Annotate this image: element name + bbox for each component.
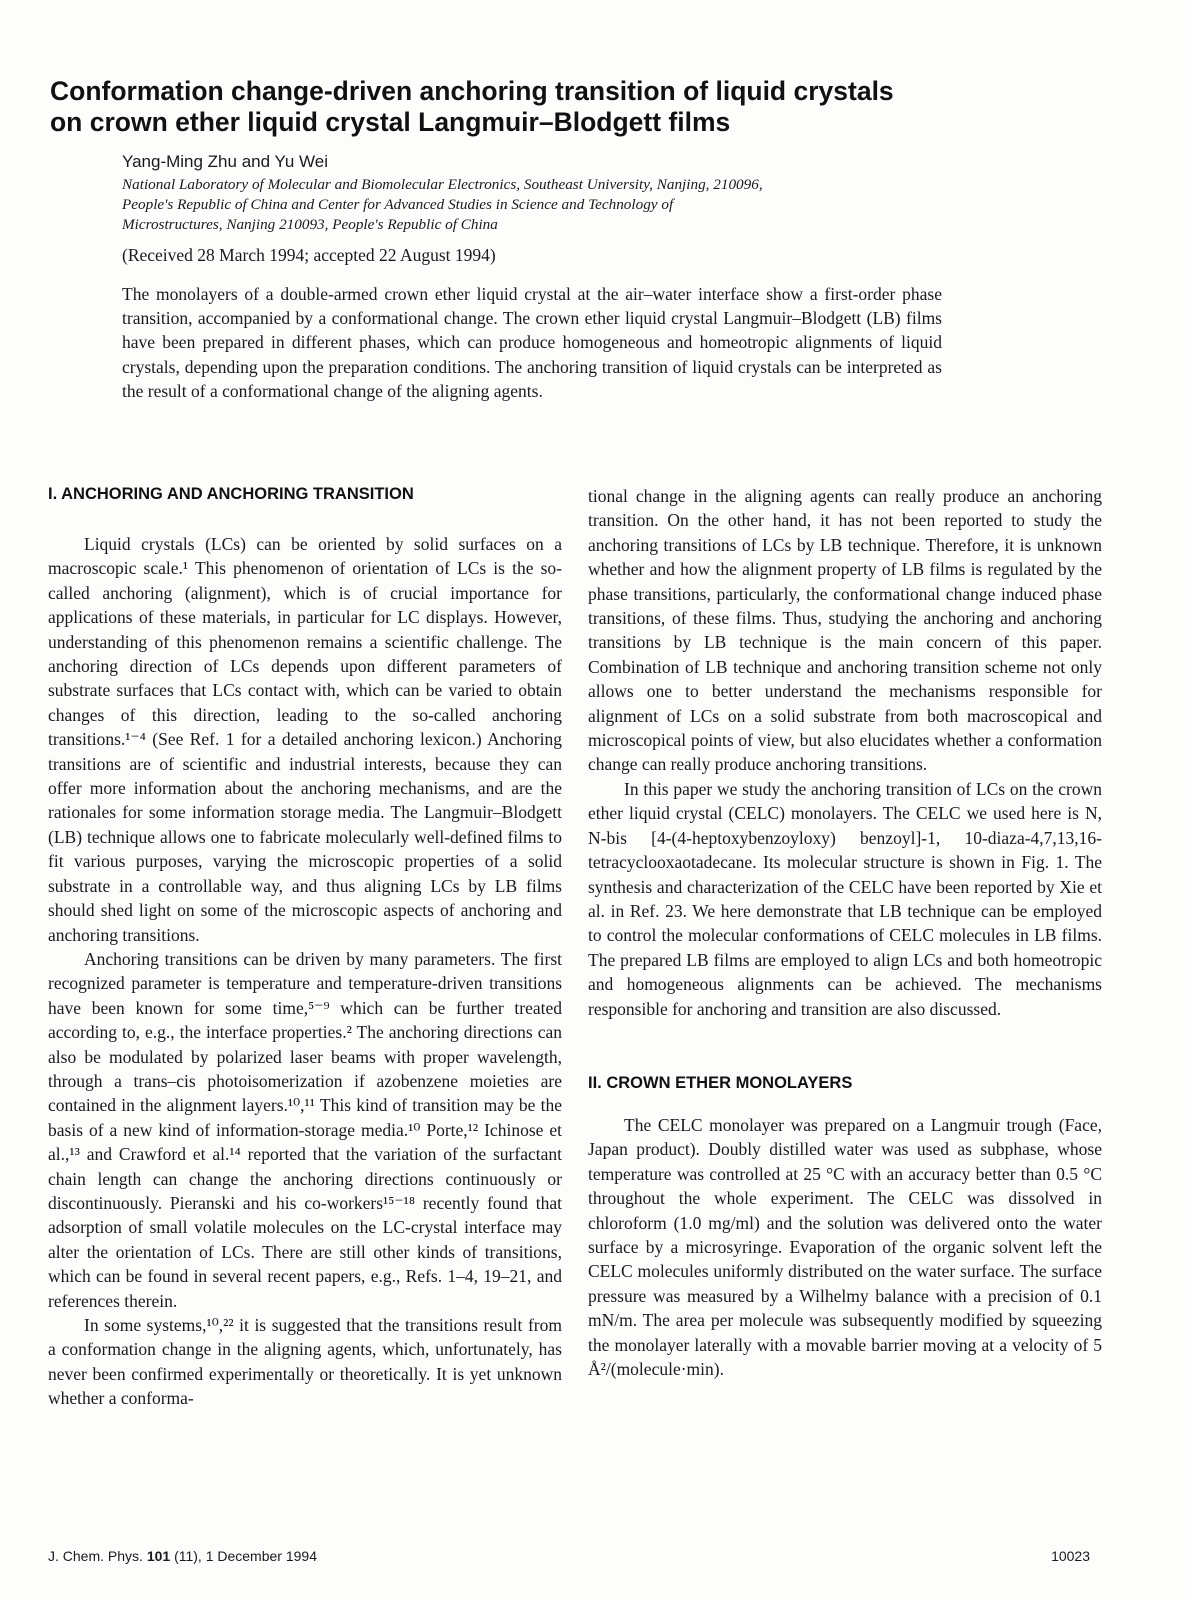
section-1-paragraph-3-continued: tional change in the aligning agents can really produce an anchoring transition. On the other hand, it has not been reported to study the anchoring transitions of LCs by LB technique. Therefore, it is unknown whether and how the alignment property of LB films is regulated by the phase transitions, particularly, the conformational change induced phase transitions, of these films. Thus, studying the anchoring and anchoring transitions by LB technique is the main concern of this paper. Combination of LB technique and anchoring transition scheme not only allows one to better understand the mechanisms responsible for alignment of LCs on a solid substrate from both macroscopical and microscopical points of view, but also elucidates whether a conformation change can really produce anchoring transitions.: [588, 486, 1102, 775]
title-line-1: Conformation change-driven anchoring transition of liquid crystals: [50, 76, 894, 106]
affiliation-line-3: Microstructures, Nanjing 210093, People's Republic of China: [122, 216, 498, 233]
left-column: [48, 484, 562, 1411]
affiliation-line-1: National Laboratory of Molecular and Biomolecular Electronics, Southeast University, Nanjing, 210096,: [122, 176, 763, 193]
affiliation: [122, 175, 982, 235]
page-number: 10023: [1051, 1548, 1090, 1564]
section-2-paragraph-1: The CELC monolayer was prepared on a Langmuir trough (Face, Japan product). Doubly distilled water was used as subphase, whose temperature was controlled at 25 °C with an accuracy better than 0.5 °C throughout the whole experiment. The CELC was dissolved in chloroform (1.0 mg/ml) and the solution was delivered onto the water surface by a microsyringe. Evaporation of the organic solvent left the CELC molecules uniformly distributed on the water surface. The surface pressure was measured by a Wilhelmy balance with a precision of 0.1 mN/m. The area per molecule was subsequently modified by squeezing the monolayer laterally with a movable barrier moving at a velocity of 5 Å²/(molecule·min).: [588, 1114, 1102, 1379]
authors: Yang-Ming Zhu and Yu Wei: [122, 152, 329, 171]
right-column: [588, 484, 1102, 1381]
title-line-2: on crown ether liquid crystal Langmuir–Blodgett films: [50, 107, 731, 137]
section-1-paragraph-1: Liquid crystals (LCs) can be oriented by solid surfaces on a macroscopic scale.¹ This phenomenon of orientation of LCs is the so-called anchoring (alignment), which is of crucial importance for applications of these materials, in particular for LC displays. However, understanding of this phenomenon remains a scientific challenge. The anchoring direction of LCs depends upon different parameters of substrate surfaces that LCs contact with, which can be varied to obtain changes of this direction, leading to the so-called anchoring transitions.¹⁻⁴ (See Ref. 1 for a detailed anchoring lexicon.) Anchoring transitions are of scientific and industrial interests, because they can offer more information about the anchoring mechanisms, and are the rationales for some information storage media. The Langmuir–Blodgett (LB) technique allows one to fabricate molecularly well-defined films to fit various purposes, varying the microscopic properties of a solid substrate in a controllable way, and thus aligning LCs by LB films should shed light on some of the microscopic aspects of anchoring and anchoring transitions.: [48, 534, 562, 945]
abstract: The monolayers of a double-armed crown ether liquid crystal at the air–water interface show a first-order phase transition, accompanied by a conformational change. The crown ether liquid crystal Langmuir–Blodgett (LB) films have been prepared in different phases, which can produce homogeneous and homeotropic alignments of liquid crystals, depending upon the preparation conditions. The anchoring transition of liquid crystals can be interpreted as the result of a conformational change of the aligning agents.: [122, 284, 942, 401]
affiliation-line-2: People's Republic of China and Center for Advanced Studies in Science and Technology of: [122, 196, 674, 213]
section-1-heading: I. ANCHORING AND ANCHORING TRANSITION: [48, 485, 414, 503]
journal-volume: 101: [146, 1548, 171, 1564]
section-1-paragraph-3: In some systems,¹⁰,²² it is suggested that the transitions result from a conformation change in the aligning agents, which, unfortunately, has never been confirmed experimentally or theoretically. It is yet unknown whether a conforma-: [48, 1315, 562, 1409]
received-dates: (Received 28 March 1994; accepted 22 August 1994): [122, 245, 496, 265]
journal-issue-date: (11), 1 December 1994: [174, 1548, 317, 1564]
journal-name: J. Chem. Phys.: [48, 1548, 143, 1564]
section-1-paragraph-2: Anchoring transitions can be driven by many parameters. The first recognized parameter is temperature and temperature-driven transitions have been known for some time,⁵⁻⁹ which can be further treated according to, e.g., the interface properties.² The anchoring directions can also be modulated by polarized laser beams with proper wavelength, through a trans–cis photoisomerization if azobenzene moieties are contained in the alignment layers.¹⁰,¹¹ This kind of transition may be the basis of a new kind of information-storage media.¹⁰ Porte,¹² Ichinose et al.,¹³ and Crawford et al.¹⁴ reported that the variation of the surfactant chain length can change the anchoring directions continuously or discontinuously. Pieranski and his co-workers¹⁵⁻¹⁸ recently found that adsorption of small volatile molecules on the LC-crystal interface may alter the orientation of LCs. There are still other kinds of transitions, which can be found in several recent papers, e.g., Refs. 1–4, 19–21, and references therein.: [48, 948, 562, 1311]
journal-citation: [48, 1548, 317, 1564]
section-2-heading: II. CROWN ETHER MONOLAYERS: [588, 1073, 853, 1092]
paper-title: [50, 76, 1050, 138]
section-1-paragraph-4: In this paper we study the anchoring transition of LCs on the crown ether liquid crystal (CELC) monolayers. The CELC we used here is N, N-bis [4-(4-heptoxybenzoyloxy) benzoyl]-1, 10-diaza-4,7,13,16-tetracyclooxaotadecane. Its molecular structure is shown in Fig. 1. The synthesis and characterization of the CELC have been reported by Xie et al. in Ref. 23. We here demonstrate that LB technique can be employed to control the molecular conformations of CELC molecules in LB films. The prepared LB films are employed to align LCs and both homeotropic and homogeneous alignments can be achieved. The mechanisms responsible for anchoring and transition are also discussed.: [588, 778, 1102, 1019]
